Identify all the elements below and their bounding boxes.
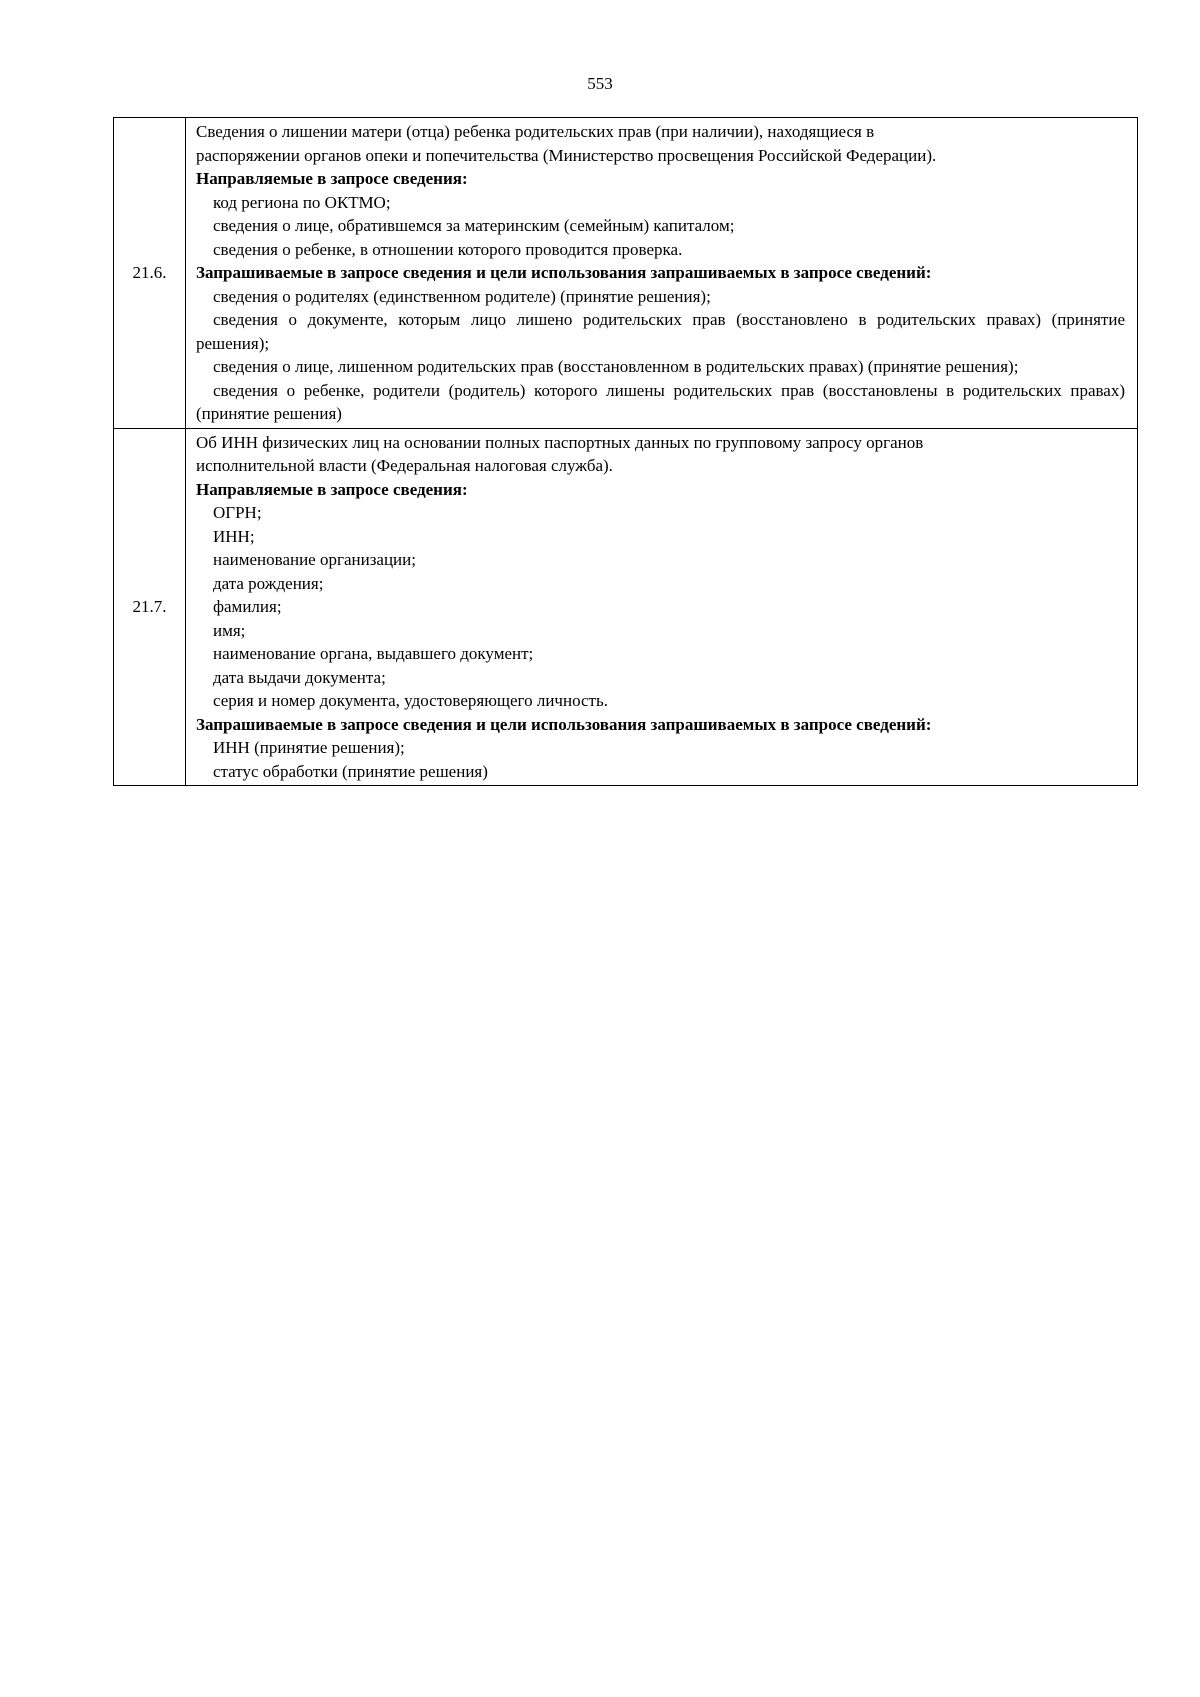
row-content	[186, 428, 1138, 786]
row-number: 21.7.	[114, 428, 186, 786]
requested-heading: Запрашиваемые в запросе сведения и цели использования запрашиваемых в запросе сведений:	[196, 714, 932, 734]
requested-item: сведения о документе, которым лицо лишено родительских прав (восстановлено в родительских правах) (принятие решения);	[196, 310, 1125, 353]
table-row	[114, 118, 1138, 429]
sent-item: ИНН;	[213, 526, 255, 546]
row-title-line: Сведения о лишении матери (отца) ребенка родительских прав (при наличии), находящиеся в	[196, 122, 875, 141]
requested-heading: Запрашиваемые в запросе сведения и цели использования запрашиваемых в запросе сведений:	[196, 263, 932, 282]
sent-item: наименование органа, выдавшего документ;	[213, 644, 534, 663]
sent-item: ОГРН;	[213, 503, 262, 522]
table-row	[114, 428, 1138, 786]
row-number: 21.6.	[114, 118, 186, 429]
requested-item: ИНН (принятие решения);	[213, 738, 405, 757]
requests-table	[113, 117, 1138, 786]
row-title-line: исполнительной власти (Федеральная налоговая служба).	[196, 456, 613, 475]
row-title-line: Об ИНН физических лиц на основании полных паспортных данных по групповому запросу органов	[196, 432, 924, 452]
requested-item: статус обработки (принятие решения)	[213, 761, 488, 781]
row-content	[186, 118, 1138, 429]
sent-item: код региона по ОКТМО;	[213, 192, 391, 212]
sent-item: наименование организации;	[213, 550, 416, 569]
requested-item: сведения о лице, лишенном родительских прав (восстановленном в родительских правах) (принятие решения);	[213, 357, 1019, 376]
sent-heading: Направляемые в запросе сведения:	[196, 169, 468, 188]
sent-item: дата выдачи документа;	[213, 667, 386, 687]
sent-item: сведения о лице, обратившемся за материнским (семейным) капиталом;	[213, 216, 735, 235]
sent-item: сведения о ребенке, в отношении которого проводится проверка.	[213, 239, 683, 259]
sent-item: серия и номер документа, удостоверяющего личность.	[213, 691, 608, 710]
sent-item: фамилия;	[213, 597, 282, 616]
sent-item: дата рождения;	[213, 573, 324, 593]
sent-item: имя;	[213, 620, 246, 640]
page-number: 553	[587, 74, 613, 93]
requested-item: сведения о родителях (единственном родителе) (принятие решения);	[213, 286, 711, 306]
row-title-line: распоряжении органов опеки и попечительства (Министерство просвещения Российской Федерации).	[196, 145, 937, 165]
requested-item: сведения о ребенке, родители (родитель) которого лишены родительских прав (восстановлены в родительских правах) (принятие решения)	[196, 380, 1125, 423]
sent-heading: Направляемые в запросе сведения:	[196, 479, 468, 499]
